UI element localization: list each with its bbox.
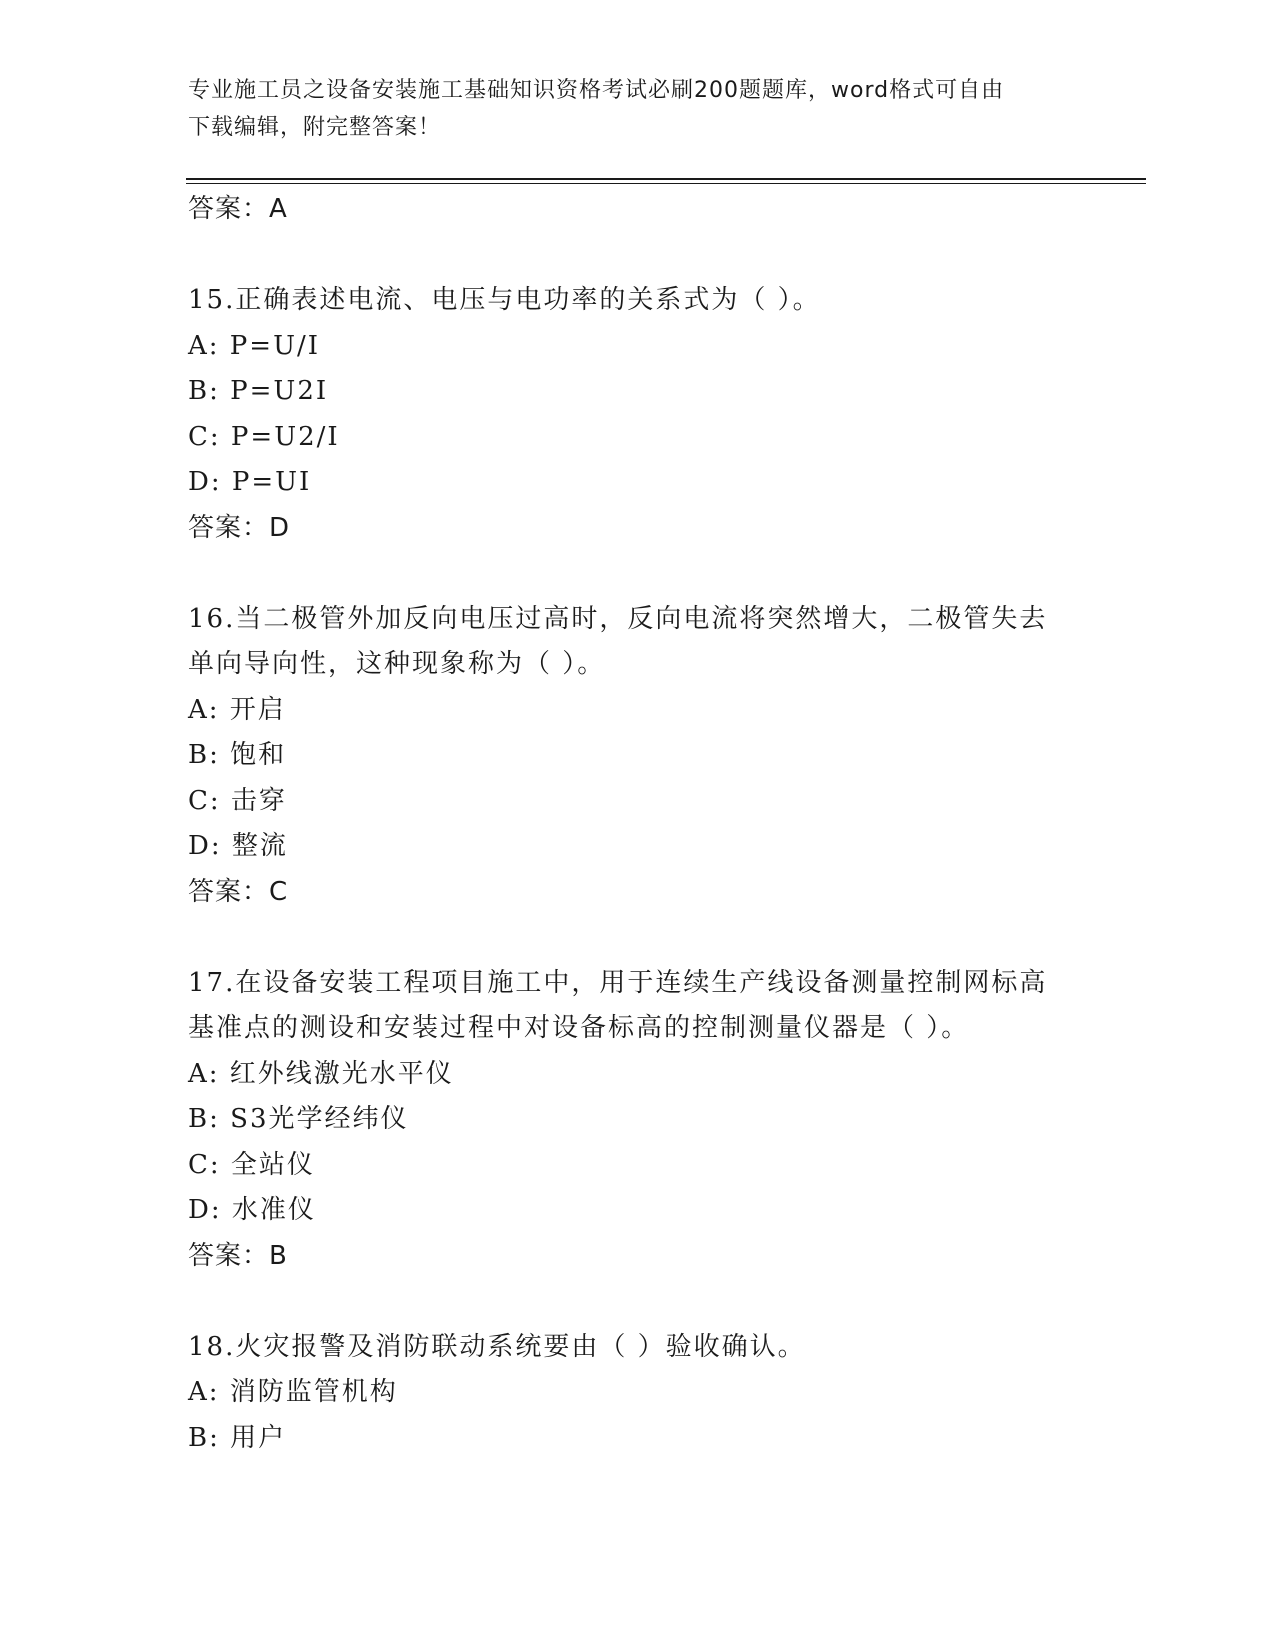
- document-header: [188, 72, 1068, 146]
- question-text: 15.正确表述电流、电压与电功率的关系式为（ ）。: [188, 285, 821, 315]
- answer: 答案：D: [188, 512, 291, 543]
- option-b: B: 饱和: [188, 740, 287, 770]
- question-15: [188, 278, 1088, 551]
- option-a: A: 开启: [188, 694, 286, 725]
- option-b: B: S3光学经纬仪: [188, 1104, 409, 1134]
- answer: 答案：C: [188, 876, 289, 907]
- option-c: C: 击穿: [188, 785, 287, 816]
- option-a: A: 消防监管机构: [188, 1377, 398, 1407]
- spacer: [188, 915, 1088, 961]
- option-d: D: 水准仪: [188, 1195, 316, 1225]
- spacer: [188, 1279, 1088, 1325]
- question-text-line-2: 单向导向性，这种现象称为（ ）。: [188, 649, 606, 679]
- question-16: [188, 597, 1088, 916]
- header-divider-thick: [186, 178, 1146, 180]
- option-b: B: P=U2I: [188, 376, 329, 406]
- question-text-line-1: 16.当二极管外加反向电压过高时，反向电流将突然增大，二极管失去: [188, 603, 1048, 634]
- question-text-line-1: 17.在设备安装工程项目施工中，用于连续生产线设备测量控制网标高: [188, 967, 1048, 998]
- question-list: [188, 187, 1088, 1461]
- spacer: [188, 551, 1088, 597]
- header-line-2: 下载编辑，附完整答案！: [188, 115, 442, 140]
- header-line-1: 专业施工员之设备安装施工基础知识资格考试必刷200题题库，word格式可自由: [188, 78, 1005, 103]
- option-c: C: P=U2/I: [188, 421, 340, 452]
- option-d: D: 整流: [188, 831, 288, 861]
- question-17: [188, 961, 1088, 1280]
- spacer: [188, 233, 1088, 279]
- option-a: A: 红外线激光水平仪: [188, 1058, 454, 1089]
- option-b: B: 用户: [188, 1422, 287, 1453]
- option-c: C: 全站仪: [188, 1149, 315, 1180]
- question-text: 18.火灾报警及消防联动系统要由（ ）验收确认。: [188, 1331, 806, 1362]
- option-d: D: P=UI: [188, 467, 312, 497]
- answer: 答案：B: [188, 1240, 288, 1271]
- question-text-line-2: 基准点的测设和安装过程中对设备标高的控制测量仪器是（ ）。: [188, 1013, 970, 1043]
- option-a: A: P=U/I: [188, 330, 321, 361]
- previous-answer: 答案：A: [188, 194, 288, 224]
- header-divider-thin: [186, 183, 1146, 184]
- question-18: [188, 1325, 1088, 1462]
